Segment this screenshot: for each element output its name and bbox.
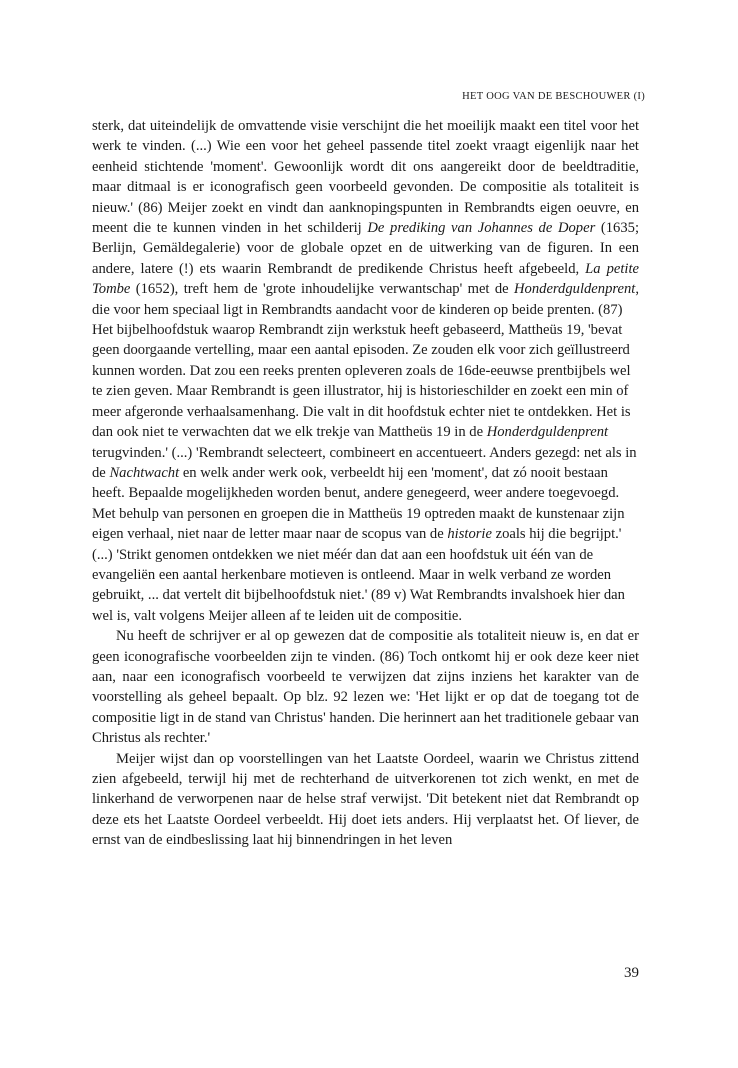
paragraph-1-text-4: , die voor hem speciaal ligt in Rembrandts aandacht voor de kinderen op beide prenten. (87) xyxy=(92,281,639,318)
paragraph-3: Nu heeft de schrijver er al op gewezen dat de compositie als totaliteit nieuw is, en dat er geen iconografische voorbeelden zijn te vinden. (86) Toch ontkomt hij er ook deze keer niet aan, naar een iconografisch voorbeeld te verwijzen dat zijns inziens het karakter van de voorstelling als geheel bepaalt. Op blz. 92 lezen we: 'Het lijkt er op dat de toegang tot de compositie ligt in de stand van Christus' handen. Die herinnert aan het traditionele gebaar van Christus als rechter.' xyxy=(92,628,639,747)
paragraph-2-text-3: en welk ander werk ook, verbeeldt hij een 'moment', dat zó nooit bestaan heeft. Bepaalde mogelijkheden worden benut, andere genegeerd, weer andere toegevoegd. Met behulp van personen en groepen die in Mattheüs 19 optreden maakt de kunstenaar zijn eigen verhaal, niet naar de letter maar naar de scopus van de xyxy=(92,464,625,543)
paragraph-1-text-1: sterk, dat uiteindelijk de omvattende visie verschijnt die het moeilijk maakt een titel voor het werk te vinden. (...) Wie een voor het geheel passende titel zoekt vraagt eigenlijk naar het eenheid stichtende 'moment'. Gewoonlijk wordt dit ons aangereikt door de beeldtraditie, maar ditmaal is er iconografisch geen voorbeeld gevonden. De compositie als totaliteit is nieuw.' (86) Meijer zoekt en vindt dan aanknopingspunten in Rembrandts eigen oeuvre, en meent die te kunnen vinden in het schilderij xyxy=(92,118,639,237)
paragraph-4: Meijer wijst dan op voorstellingen van het Laatste Oordeel, waarin we Christus zittend zien afgebeeld, terwijl hij met de rechterhand de uitverkorenen tot zich wenkt, en met de linkerhand de verworpenen naar de helse straf verwijst. 'Dit betekent niet dat Rembrandt op deze ets het Laatste Oordeel verbeeldt. Hij doet iets anders. Hij verplaatst het. Of liever, de ernst van de eindbeslissing laat hij binnendringen in het leven xyxy=(92,750,639,849)
paragraph-1-italic-title-2: La petite Tombe xyxy=(92,260,639,298)
paragraph-2-italic-title-2: Nachtwacht xyxy=(109,464,180,481)
paragraph-2-italic-title-3: historie xyxy=(447,526,492,543)
page-number: 39 xyxy=(624,965,639,981)
paragraph-1-text-3: (1652), treft hem de 'grote inhoudelijke verwantschap' met de xyxy=(130,281,515,298)
paragraph-1 xyxy=(92,116,639,320)
paragraph-1-italic-title-3: Honderdguldenprent xyxy=(514,281,636,298)
paragraph-1-italic-title-1: De prediking van Johannes de Doper xyxy=(367,220,596,237)
paragraph-1-text-2: (1635; Berlijn, Gemäldegalerie) voor de globale opzet en de uitwerking van de figuren. In een andere, latere (!) ets waarin Rembrandt de predikende Christus heeft afgebeeld, xyxy=(92,220,639,277)
paragraph-2 xyxy=(92,320,639,626)
running-head: HET OOG VAN DE BESCHOUWER (I) xyxy=(462,91,645,102)
paragraph-2-text-2: terugvinden.' (...) 'Rembrandt selecteert, combineert en accentueert. Anders gezegd: net als in de xyxy=(92,444,637,481)
paragraph-2-text-1: Het bijbelhoofdstuk waarop Rembrandt zijn werkstuk heeft gebaseerd, Mattheüs 19, 'bevat geen doorgaande vertelling, maar een aantal episoden. Ze zouden elk voor zich geïllustreerd kunnen worden. Dat zou een reeks prenten opleveren zoals de 16de-eeuwse prentbijbels wel te zien geven. Maar Rembrandt is geen illustrator, hij is historieschilder en zoekt een min of meer afgeronde verhaalsamenhang. Die valt in dit hoofdstuk echter niet te ontdekken. Het is dan ook niet te verwachten dat we elk trekje van Mattheüs 19 in de xyxy=(92,322,631,441)
body-text xyxy=(92,116,639,851)
paragraph-2-italic-title-1: Honderdguldenprent xyxy=(486,424,609,441)
paragraph-2-text-4: zoals hij die begrijpt.' (...) 'Strikt genomen ontdekken we niet méér dan dat aan een hoofdstuk uit één van de evangeliën een aantal herkenbare motieven is ontleend. Maar in welk verband ze worden gebruikt, ... dat vertelt dit bijbelhoofdstuk niet.' (89 v) Wat Rembrandts invalshoek hier dan wel is, valt volgens Meijer alleen af te leiden uit de compositie. xyxy=(92,526,625,624)
